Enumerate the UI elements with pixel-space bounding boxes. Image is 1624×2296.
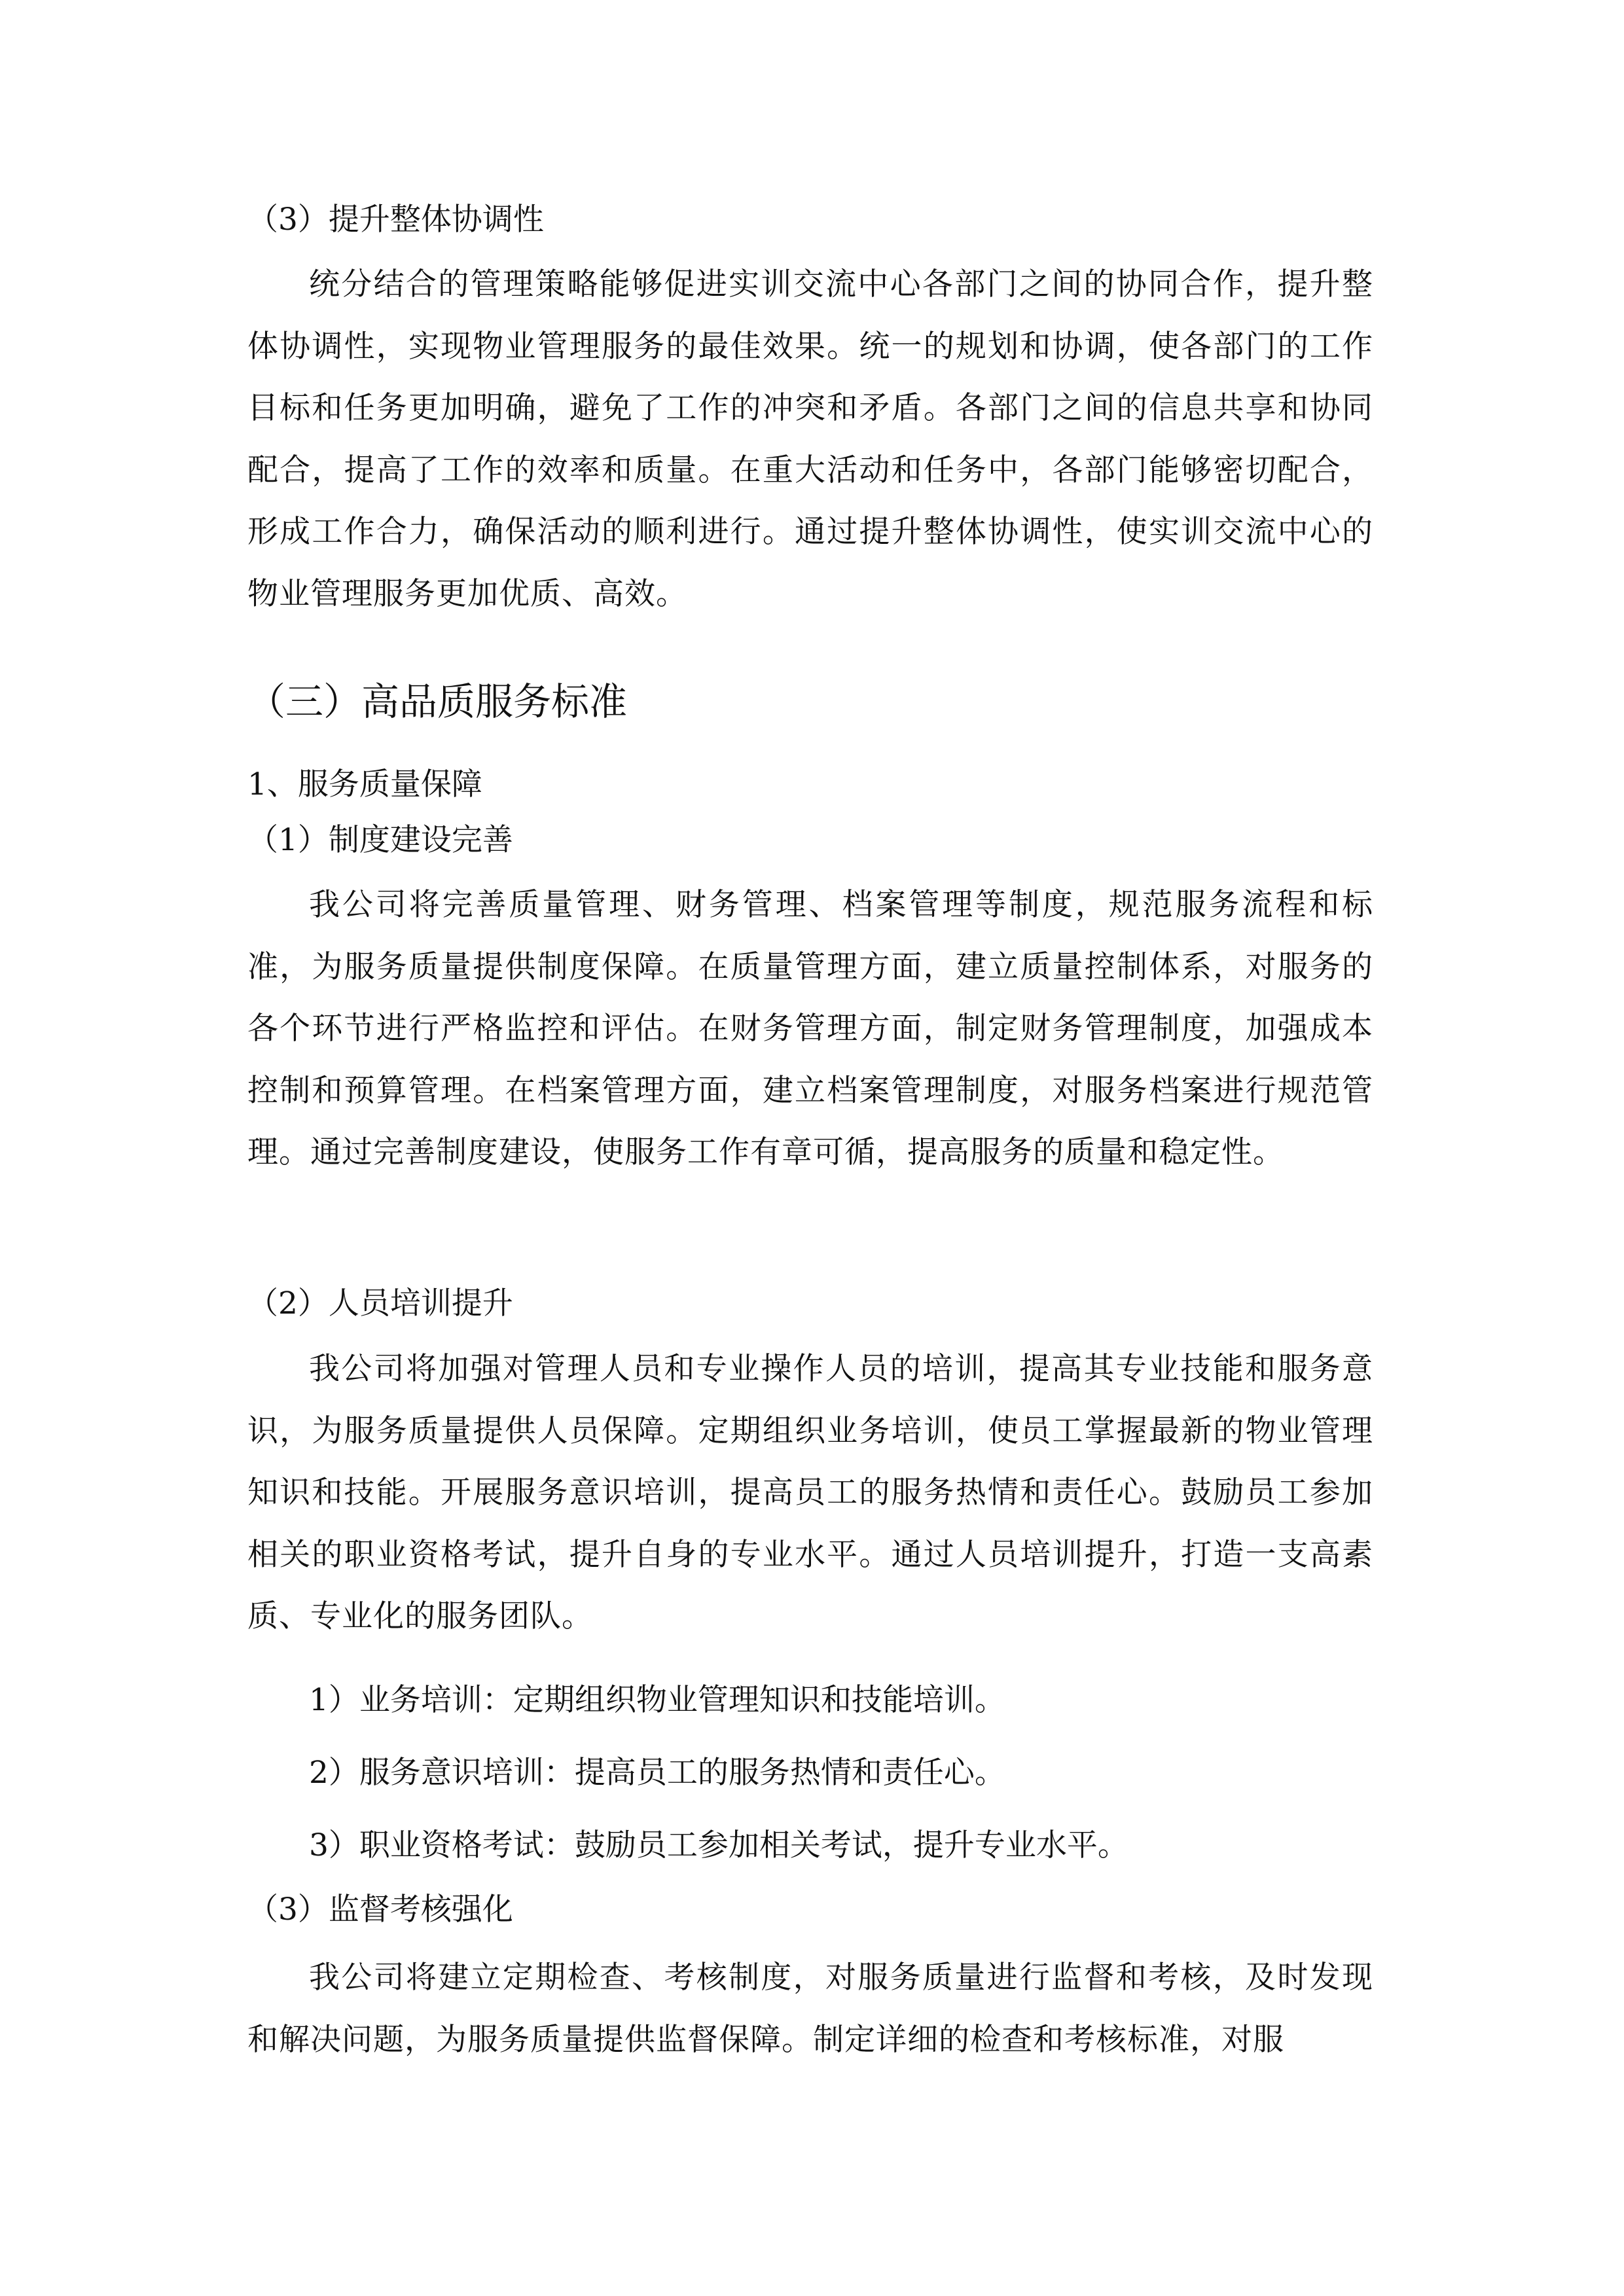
section-heading-system: （1）制度建设完善 <box>247 822 513 858</box>
paragraph-system: 我公司将完善质量管理、财务管理、档案管理等制度，规范服务流程和标准，为服务质量提供制度保障。在质量管理方面，建立质量控制体系，对服务的各个环节进行严格监控和评估。在财务管理方面，制定财务管理制度，加强成本控制和预算管理。在档案管理方面，建立档案管理制度，对服务档案进行规范管理。通过完善制度建设，使服务工作有章可循，提高服务的质量和稳定性。 <box>247 887 1373 1170</box>
list-item: 1）业务培训：定期组织物业管理知识和技能培训。 <box>309 1682 1005 1718</box>
section-heading-supervision: （3）监督考核强化 <box>247 1892 513 1928</box>
list-item: 2）服务意识培训：提高员工的服务热情和责任心。 <box>309 1755 1005 1791</box>
item-title-quality-assurance: 1、服务质量保障 <box>247 766 482 802</box>
paragraph-coordination: 统分结合的管理策略能够促进实训交流中心各部门之间的协同合作，提升整体协调性，实现物业管理服务的最佳效果。统一的规划和协调，使各部门的工作目标和任务更加明确，避免了工作的冲突和矛盾。各部门之间的信息共享和协同配合，提高了工作的效率和质量。在重大活动和任务中，各部门能够密切配合，形成工作合力，确保活动的顺利进行。通过提升整体协调性，使实训交流中心的物业管理服务更加优质、高效。 <box>247 266 1373 612</box>
section-heading-coordination: （3）提升整体协调性 <box>247 202 544 238</box>
part-title-service-standard: （三）高品质服务标准 <box>247 679 628 724</box>
paragraph-training: 我公司将加强对管理人员和专业操作人员的培训，提高其专业技能和服务意识，为服务质量提供人员保障。定期组织业务培训，使员工掌握最新的物业管理知识和技能。开展服务意识培训，提高员工的服务热情和责任心。鼓励员工参加相关的职业资格考试，提升自身的专业水平。通过人员培训提升，打造一支高素质、专业化的服务团队。 <box>247 1351 1373 1634</box>
paragraph-supervision: 我公司将建立定期检查、考核制度，对服务质量进行监督和考核，及时发现和解决问题，为服务质量提供监督保障。制定详细的检查和考核标准，对服 <box>247 1960 1373 2058</box>
section-heading-training: （2）人员培训提升 <box>247 1285 513 1321</box>
list-item: 3）职业资格考试：鼓励员工参加相关考试，提升专业水平。 <box>309 1827 1128 1863</box>
